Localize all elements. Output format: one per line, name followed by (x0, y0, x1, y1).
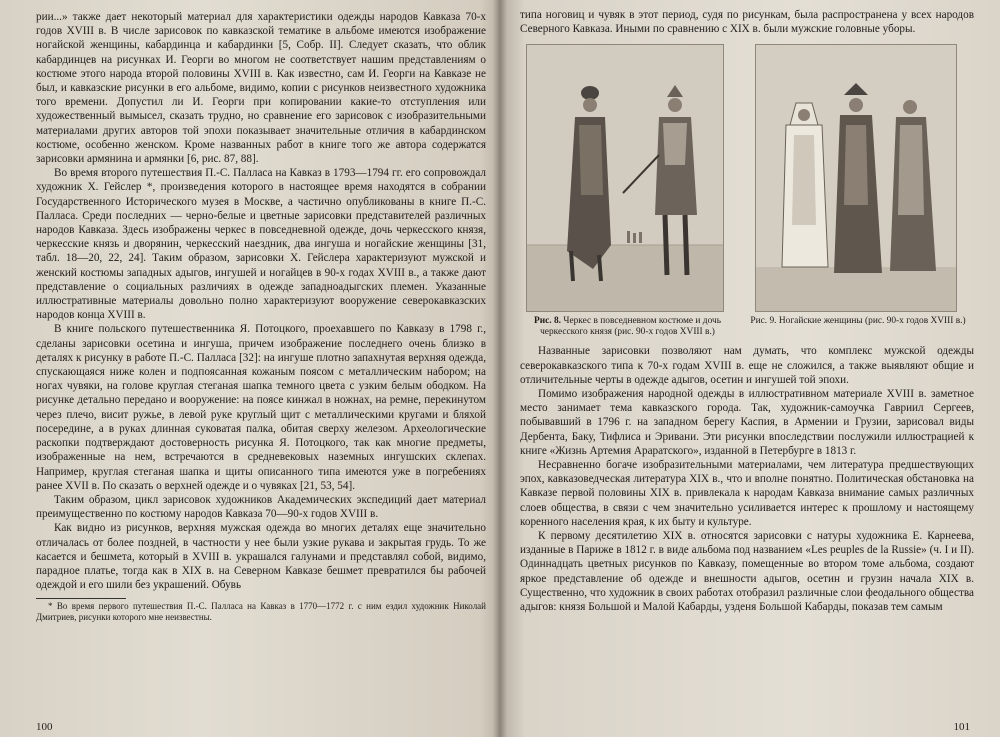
figure-plate-nogai-women (755, 44, 957, 312)
paragraph: К первому десятилетию XIX в. относятся зарисовки с натуры художника Е. Карнеева, изданные в Париже в 1812 г. в виде альбома под названием «Les peuples de la Russie» (ч. I и II). Одиннадцать цветных рисунков по Кавказу, помещенные во втором томе альбома, создают яркое представление об одежде и внешности адыгов, осетин и грузин начала XIX в. Существенно, что художник в своих работах отобразил различные слои феодального общества адыгов: князя Большой и Малой Кабарды, узденя Большой Кабарды, показав тем самым (520, 530, 974, 614)
paragraph: типа ноговиц и чувяк в этот период, судя по рисункам, была распространена у всех народов Северного Кавказа. Иными по сравнению с XIX в. были мужские головные уборы. (520, 9, 974, 36)
figure-label: Рис. 8. (534, 316, 562, 327)
footnote: * Во время первого путешествия П.-С. Палласа на Кавказ в 1770—1772 г. с ним ездил художник Николай Дмитриев, рисунки которого мне неизвестны. (36, 601, 486, 623)
figure-label: Рис. 9. (750, 316, 777, 327)
illustration-circassians (527, 45, 723, 311)
figure-caption (750, 316, 966, 327)
paragraph: Таким образом, цикл зарисовок художников Академических экспедиций дает материал преимущественно по костюму народов Кавказа 70—90-х годов XVIII в. (36, 493, 486, 521)
figures-row (520, 44, 974, 344)
figure-caption-text: Ногайские женщины (рис. 90-х годов XVIII в.) (778, 316, 966, 327)
illustration-nogai-women (756, 45, 956, 311)
paragraph: В книге польского путешественника Я. Потоцкого, проехавшего по Кавказу в 1798 г., сделаны зарисовки осетина и ингуша, причем изображение последнего очень близко в деталях к рисунку в работе П.-С. Палласа [32]: на ингуше плотно запахнутая верхняя одежда, спускающаяся ниже колен и подпоясанная кожаным поясом с металлическим набором; на ногах чувяки, на голове круглая стеганая шапка темного цвета с узким белым ободком. На рисунке детально передано и вооружение: на поясе кинжал в ножнах, на ремне, перекинутом через плечо, висит ружье, в левой руке круглый щит с металлическими кругами и бляхой посередине, а в руках длинная суковатая палка, обитая сверху железом. Археологические раскопки подтверждают достоверность рисунка Я. Потоцкого, так как многие предметы, изображенные на нем, встречаются в средневековых наземных ингушских склепах. Например, круглая стеганая шапка и щиты описанного типа имеются уже в погребениях ранее XVII в. По сказать о верхней одежде и о чувяках [21, 53, 54]. (36, 323, 486, 492)
figure-caption (520, 316, 735, 338)
right-page (500, 0, 1000, 737)
paragraph: рии...» также дает некоторый материал для характеристики одежды народов Кавказа 70-х годов XVIII в. В числе зарисовок по кавказской тематике в альбоме имеются изображение ногайской женщины, кабардинца и кабардинки [5, Собр. II]. Следует сказать, что облик кабардинцев на рисунках И. Георги во многом не соответствует нашим представлениям о костюме этого народа второй половины XVIII в. Как известно, сам И. Георги на Кавказе не был, и кавказские рисунки в его альбоме, видимо, копии с рисунков неизвестного художника того времени. Допустил ли И. Георги при копировании какие-то отступления или художественный вымысел, сказать трудно, но сравнение его зарисовок с изобразительными материалами других авторов той эпохи показывает значительные отличия в кабардинском костюме, особенно женском. Кроме названных работ в книге того же автора содержатся зарисовки армянина и армянки [6, рис. 87, 88]. (36, 11, 486, 166)
book-gutter (493, 0, 507, 737)
page-number: 101 (953, 721, 970, 733)
figure-plate-circassians (526, 44, 724, 312)
paragraph: Несравненно богаче изобразительными материалами, чем литература предшествующих эпох, кавказоведческая литература XIX в., что и вполне понятно. Политическая обстановка на Кавказе первой половины XIX в. привлекала к народам Кавказа внимание самых различных слоев общества, в связи с чем значительно усиливается интерес к прошлому и настоящему коренного населения края, к их быту и культуре. (520, 459, 974, 528)
paragraph: Названные зарисовки позволяют нам думать, что комплекс мужской одежды северокавказского типа к 70-х годам XVIII в. еще не сложился, а также выявляют общие и отличительные черты в одежде адыгов, осетин и ингушей той эпохи. (520, 345, 974, 386)
footnote-rule (36, 598, 126, 599)
paragraph: Помимо изображения народной одежды в иллюстративном материале XVIII в. заметное место занимает тема кавказского города. Так, художник-самоучка Гавриил Сергеев, побывавший в 1796 г. на западном берегу Каспия, в Армении и Грузии, зарисовал виды Дербента, Баку, Тифлиса и Эривани. Эти рисунки впоследствии послужили иллюстрацией к книге «Жизнь Артемия Араратского», изданной в Петербурге в 1813 г. (520, 388, 974, 457)
figure-caption-text: Черкес в повседневном костюме и дочь черкесского князя (рис. 90-х годов XVIII в.) (540, 316, 721, 338)
page-number: 100 (36, 721, 53, 733)
paragraph: Как видно из рисунков, верхняя мужская одежда во многих деталях еще значительно отличалась от более поздней, в частности у нее были узкие рукава и закрытая грудь. То же касается и бешмета, который в XVIII в. украшался галунами и представлял собой, видимо, парадное платье, тогда как в XIX в. на Северном Кавказе бешмет превратился бы рабочей одеждой и его шили без украшений. Обувь (36, 522, 486, 592)
paragraph: Во время второго путешествия П.-С. Палласа на Кавказ в 1793—1794 гг. его сопровождал художник Х. Гейслер *, произведения которого в настоящее время находятся в собрании Государственного Исторического музея в Москве, а частично опубликованы в книге П.-С. Палласа. Среди последних — черно-белые и цветные зарисовки представителей различных народов Кавказа. Здесь изображены черкес в повседневной одежде, дочь черкесского князя, черкесские князь и дворянин, черкесский наездник, два ингуша и ногайские женщины [31, табл. 18—20, 22, 24]. Таким образом, зарисовки Х. Гейслера характеризуют мужской и женский костюмы западных адыгов, ингушей и ногайцев в 90-х годах XVIII в., а также дают представление о социальных различиях в одежде западноадыгских племен. Указанные иллюстративные материалы довольно полно характеризуют вооружение северокавказских народов конца XVIII в. (36, 167, 486, 322)
